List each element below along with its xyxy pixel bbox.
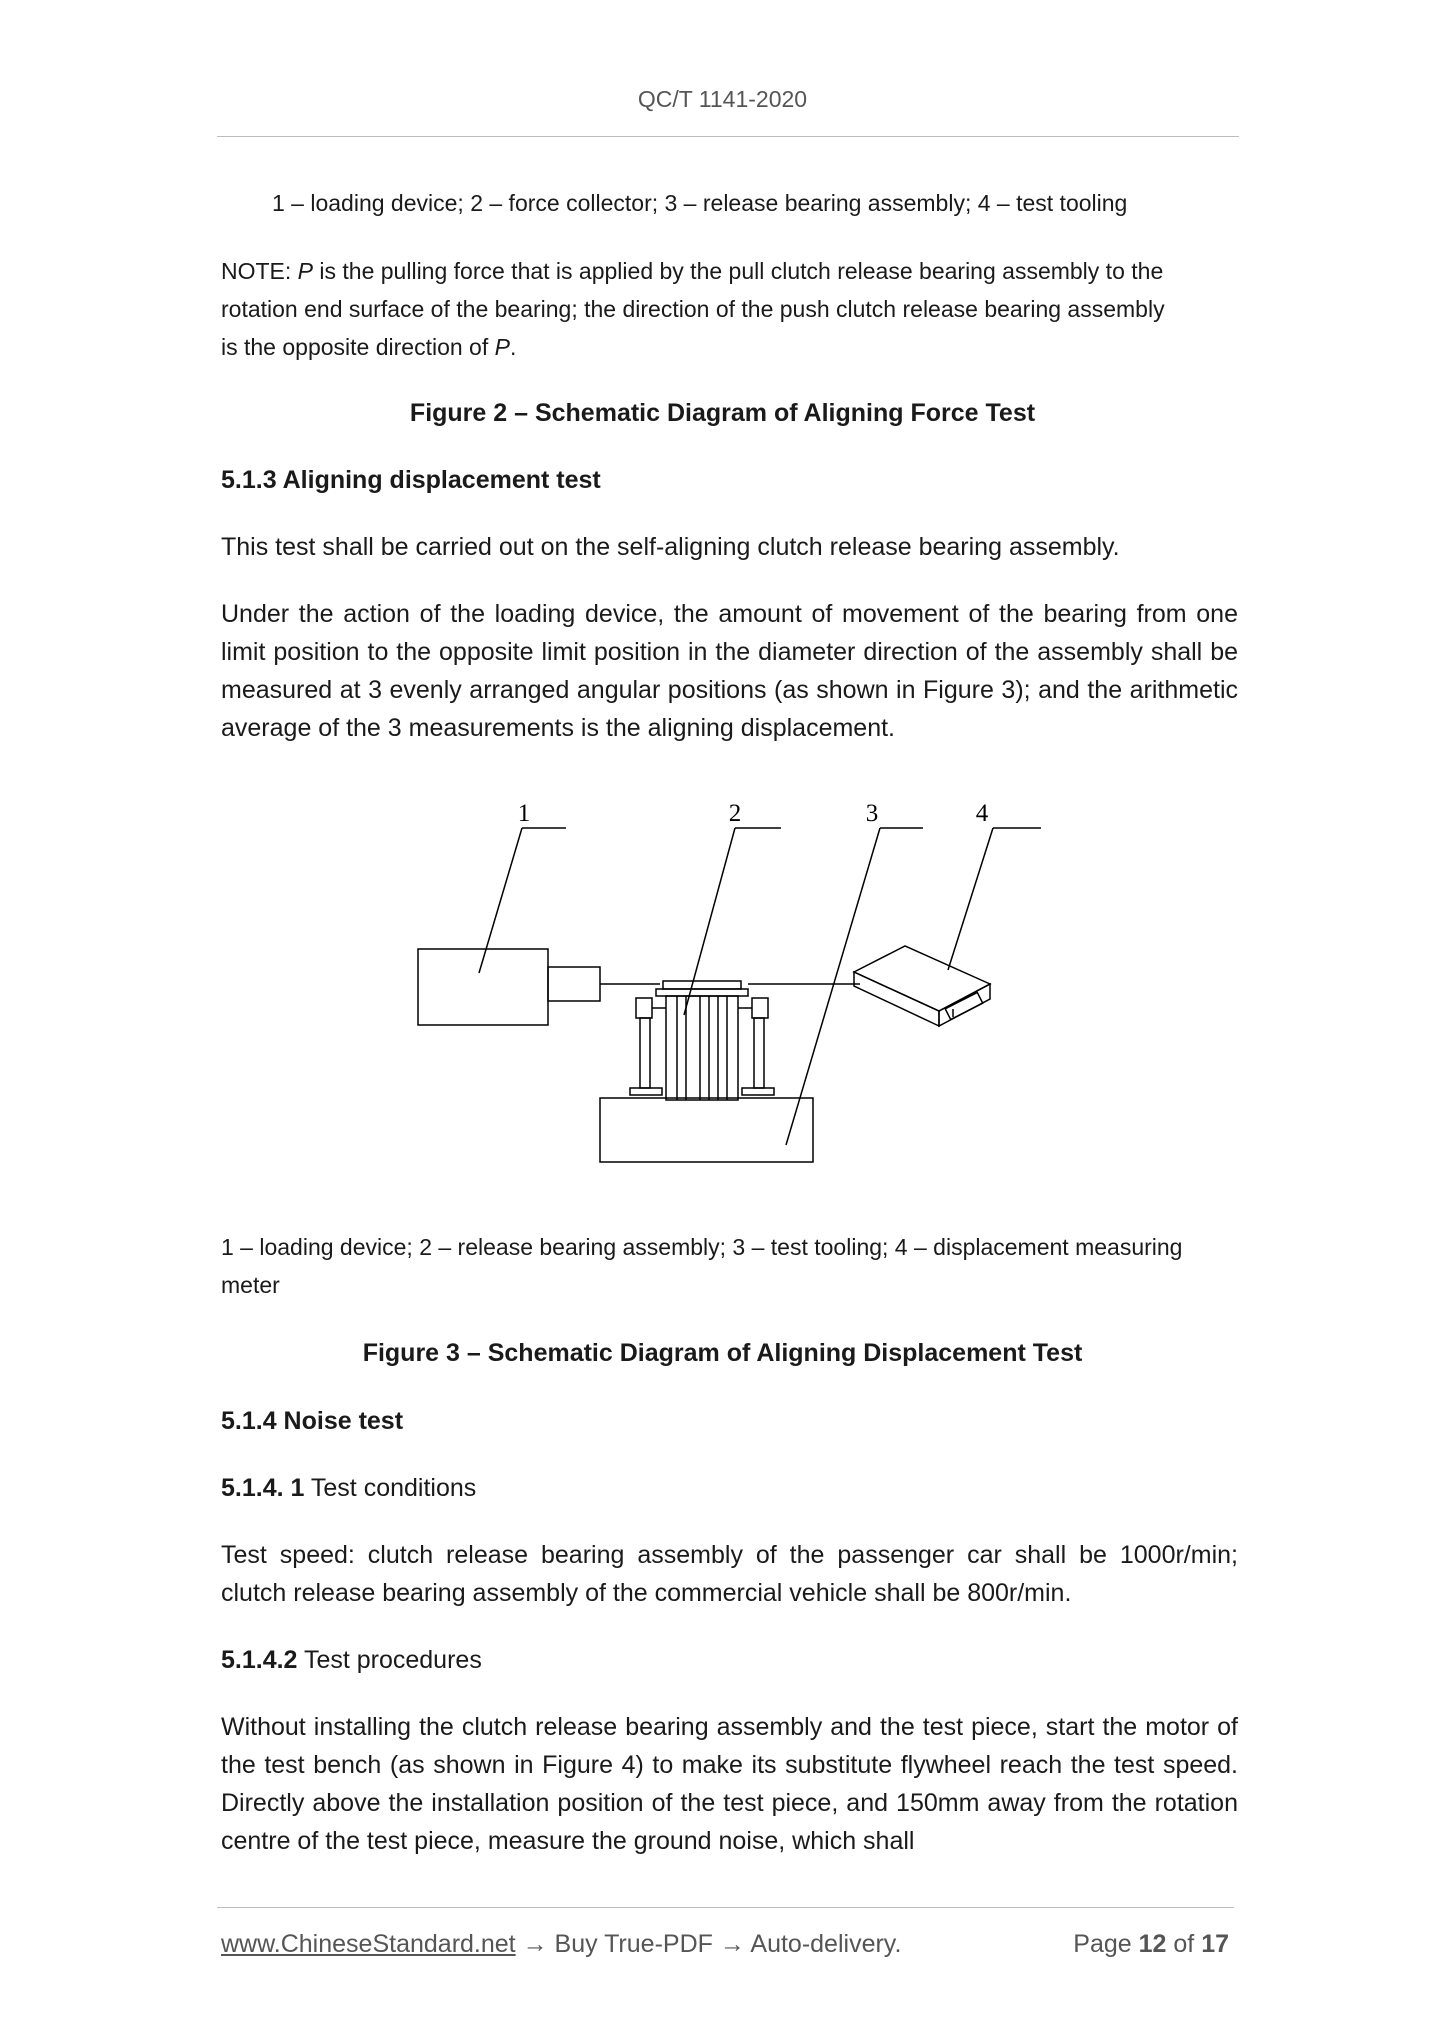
label-2: 2 — [728, 800, 742, 827]
subsection-5-1-4-1-title: Test conditions — [304, 1474, 477, 1502]
label-4: 4 — [975, 800, 989, 827]
test-tooling — [600, 1098, 813, 1162]
footer-website-link[interactable]: www.ChineseStandard.net — [221, 1930, 516, 1958]
figure2-caption: Figure 2 – Schematic Diagram of Aligning Force Test — [409, 399, 1036, 427]
of-word: of — [1173, 1930, 1195, 1958]
note-label: NOTE: — [221, 258, 298, 284]
note-line-1 — [221, 252, 1238, 290]
page-word: Page — [1073, 1930, 1132, 1958]
note-line-3-text: is the opposite direction of — [221, 334, 495, 360]
test-speed-paragraph: Test speed: clutch release bearing assembly of the passenger car shall be 1000r/min; clutch release bearing assembly of the commercial vehicle shall be 800r/min. — [221, 1541, 1238, 1607]
section-5-1-3-heading: 5.1.3 Aligning displacement test — [221, 466, 601, 494]
label-3: 3 — [865, 800, 879, 827]
label-1: 1 — [517, 800, 531, 827]
header-doc-code: QC/T 1141-2020 — [637, 86, 808, 112]
subsection-5-1-4-2-number: 5.1.4.2 — [221, 1646, 298, 1674]
figure3-label-numbers — [518, 800, 989, 827]
footer-tagline: → Buy True-PDF → Auto-delivery. — [515, 1930, 902, 1958]
subsection-5-1-4-1-number: 5.1.4. 1 — [221, 1474, 305, 1502]
page-indicator — [1073, 1930, 1229, 1959]
current-page: 12 — [1138, 1930, 1167, 1958]
displacement-meter — [854, 946, 990, 1026]
loading-device — [418, 949, 660, 1025]
total-pages: 17 — [1201, 1930, 1229, 1958]
figure2-legend: 1 – loading device; 2 – force collector; 3 – release bearing assembly; 4 – test tooling — [272, 190, 1128, 216]
section-5-1-3-para-1: This test shall be carried out on the self-aligning clutch release bearing assembly. — [221, 533, 1120, 561]
subsection-5-1-4-1 — [221, 1469, 1238, 1507]
subsection-5-1-4-2-title: Test procedures — [297, 1646, 482, 1674]
figure3-diagram — [400, 795, 1080, 1185]
note-line-1-text: is the pulling force that is applied by the pull clutch release bearing assembly to the — [313, 258, 1164, 284]
footer-divider — [217, 1907, 1234, 1908]
note-line-2: rotation end surface of the bearing; the direction of the push clutch release bearing assembly — [221, 296, 1165, 322]
header-divider — [217, 136, 1239, 137]
footer — [221, 1930, 1234, 1959]
note-line-3-end: . — [509, 334, 517, 360]
section-5-1-4-heading: 5.1.4 Noise test — [221, 1407, 404, 1435]
figure3-legend: 1 – loading device; 2 – release bearing assembly; 3 – test tooling; 4 – displacement measuring meter — [221, 1234, 1183, 1298]
note-symbol-p-2: P — [494, 334, 510, 360]
note-symbol-p: P — [297, 258, 314, 284]
release-bearing-assembly — [630, 981, 860, 1100]
test-procedure-paragraph: Without installing the clutch release bearing assembly and the test piece, start the motor of the test bench (as shown in Figure 4) to make its substitute flywheel reach the test speed. Directly above the installation position of the test piece, and 150mm away from the rotation centre of the test piece, measure the ground noise, which shall — [221, 1713, 1238, 1855]
note-line-3 — [221, 328, 1238, 366]
section-5-1-3-para-2: Under the action of the loading device, the amount of movement of the bearing from one limit position to the opposite limit position in the diameter direction of the assembly shall be measured at 3 evenly arranged angular positions (as shown in Figure 3); and the arithmetic average of the 3 measurements is the aligning displacement. — [221, 600, 1238, 742]
figure3-caption: Figure 3 – Schematic Diagram of Aligning Displacement Test — [362, 1339, 1083, 1367]
subsection-5-1-4-2 — [221, 1641, 1238, 1679]
